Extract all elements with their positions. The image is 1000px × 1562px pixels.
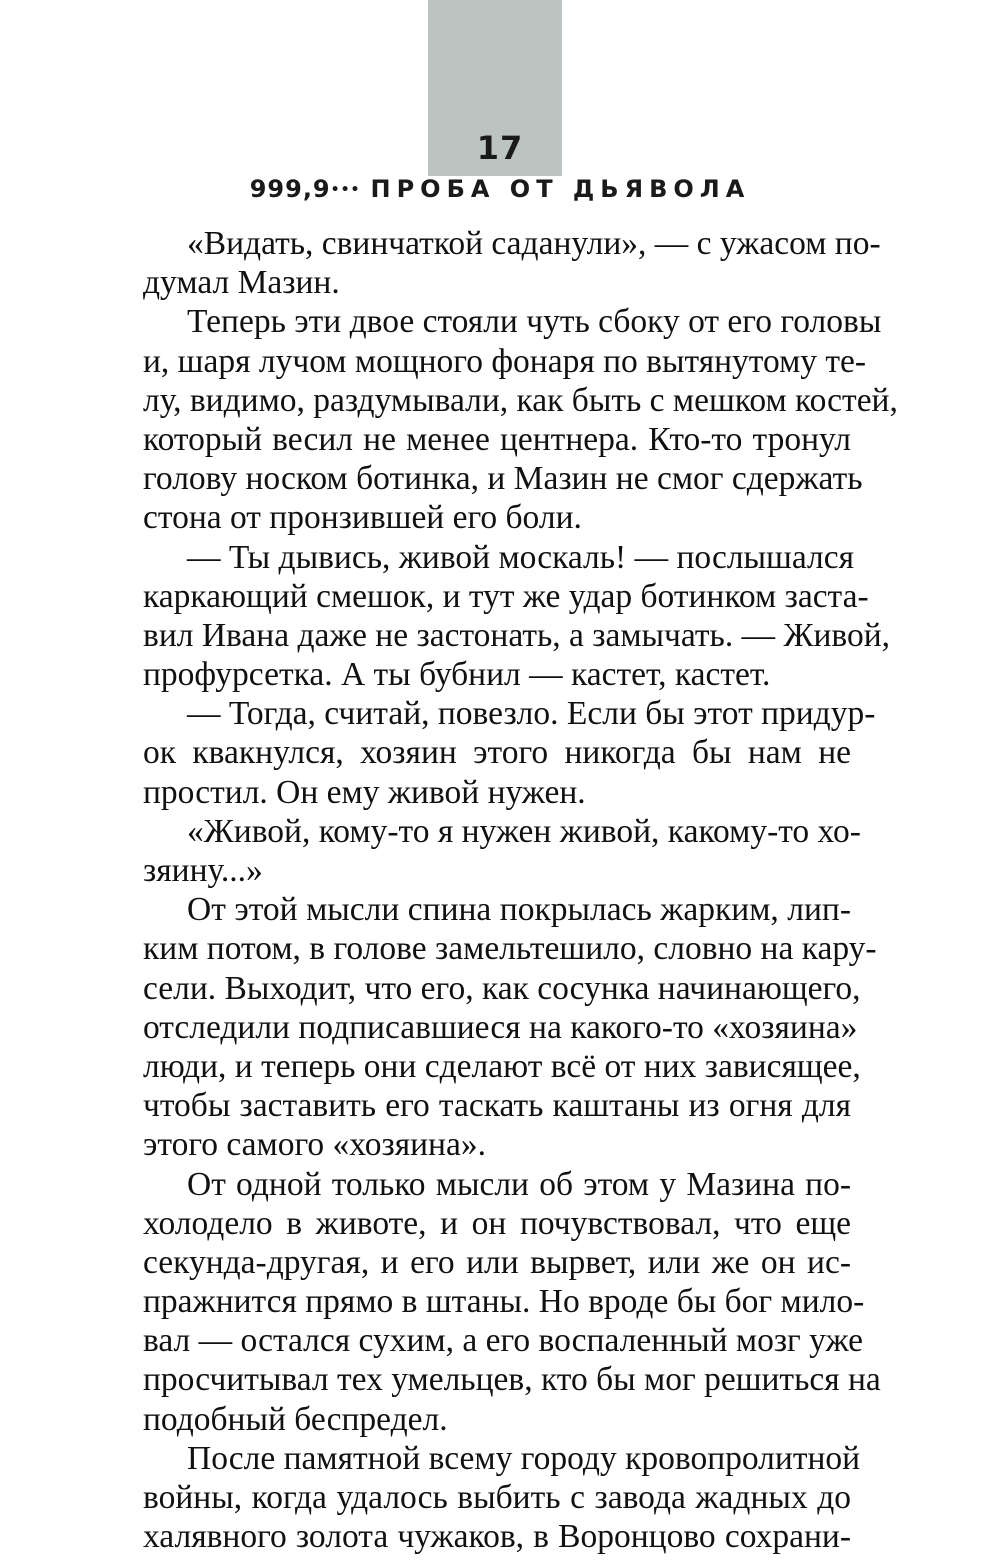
text-line: простил. Он ему живой нужен.: [143, 773, 586, 811]
text-line: вил Ивана даже не застонать, а замычать. — Живой,: [143, 616, 891, 654]
text-line: чтобы заставить его таскать каштаны из огня для: [143, 1087, 851, 1125]
paragraph-first-line: «Живой, кому-то я нужен живой, какому-то хо-: [187, 812, 861, 850]
paragraph-first-line: От этой мысли спина покрылась жарким, лип-: [187, 891, 851, 929]
text-line: лу, видимо, раздумывали, как быть с мешком костей,: [143, 381, 898, 419]
paragraph-first-line: Теперь эти двое стояли чуть сбоку от его головы: [187, 303, 882, 341]
paragraph-first-line: После памятной всему городу кровопролитной: [187, 1439, 861, 1477]
text-line: люди, и теперь они сделают всё от них зависящее,: [143, 1047, 861, 1085]
text-line: холодело в животе, и он почувствовал, что еще: [143, 1204, 851, 1242]
text-line: ким потом, в голове замельтешило, словно на кару-: [143, 930, 877, 968]
text-line: который весил не менее центнера. Кто-то тронул: [143, 420, 851, 458]
text-line: сели. Выходит, что его, как сосунка начинающего,: [143, 969, 861, 1007]
paragraph-first-line: «Видать, свинчаткой саданули», — с ужасом по-: [187, 225, 881, 262]
chapter-title-dots: •••: [330, 182, 361, 198]
text-line: войны, когда удалось выбить с завода жадных до: [143, 1479, 851, 1516]
text-line: секунда-другая, и его или вырвет, или же он ис-: [143, 1243, 851, 1281]
text-line: думал Мазин.: [143, 264, 340, 302]
text-line: халявного золота чужаков, в Воронцово сохрани-: [143, 1518, 851, 1556]
paragraph-first-line: — Ты дывись, живой москаль! — послышался: [187, 538, 855, 576]
text-line: стона от пронзившей его боли.: [143, 499, 582, 537]
text-line: профурсетка. А ты бубнил — кастет, кастет.: [143, 656, 771, 694]
chapter-number: 17: [476, 129, 524, 167]
text-line: подобный беспредел.: [143, 1400, 448, 1438]
chapter-title-words: ПРОБА ОТ ДЬЯВОЛА: [370, 175, 751, 203]
paragraph-first-line: От одной только мысли об этом у Мазина по-: [187, 1165, 851, 1203]
text-line: голову носком ботинка, и Мазин не смог сдержать: [143, 460, 863, 498]
text-line: просчитывал тех умельцев, кто бы мог решиться на: [143, 1361, 881, 1399]
text-line: отследили подписавшиеся на какого-то «хозяина»: [143, 1008, 858, 1046]
text-line: ок квакнулся, хозяин этого никогда бы нам не: [143, 734, 851, 772]
text-line: этого самого «хозяина».: [143, 1126, 486, 1164]
chapter-title: [0, 171, 1000, 208]
chapter-body-text: [143, 224, 898, 1556]
paragraph-first-line: — Тогда, считай, повезло. Если бы этот придур-: [187, 695, 876, 733]
text-line: пражнится прямо в штаны. Но вроде бы бог мило-: [143, 1283, 865, 1321]
text-line: каркающий смешок, и тут же удар ботинком заста-: [143, 577, 869, 615]
text-line: вал — остался сухим, а его воспаленный мозг уже: [143, 1322, 864, 1360]
text-line: и, шаря лучом мощного фонаря по вытянутому те-: [143, 342, 867, 380]
chapter-title-number: 999,9: [249, 175, 331, 203]
text-line: зяину...»: [143, 852, 263, 889]
